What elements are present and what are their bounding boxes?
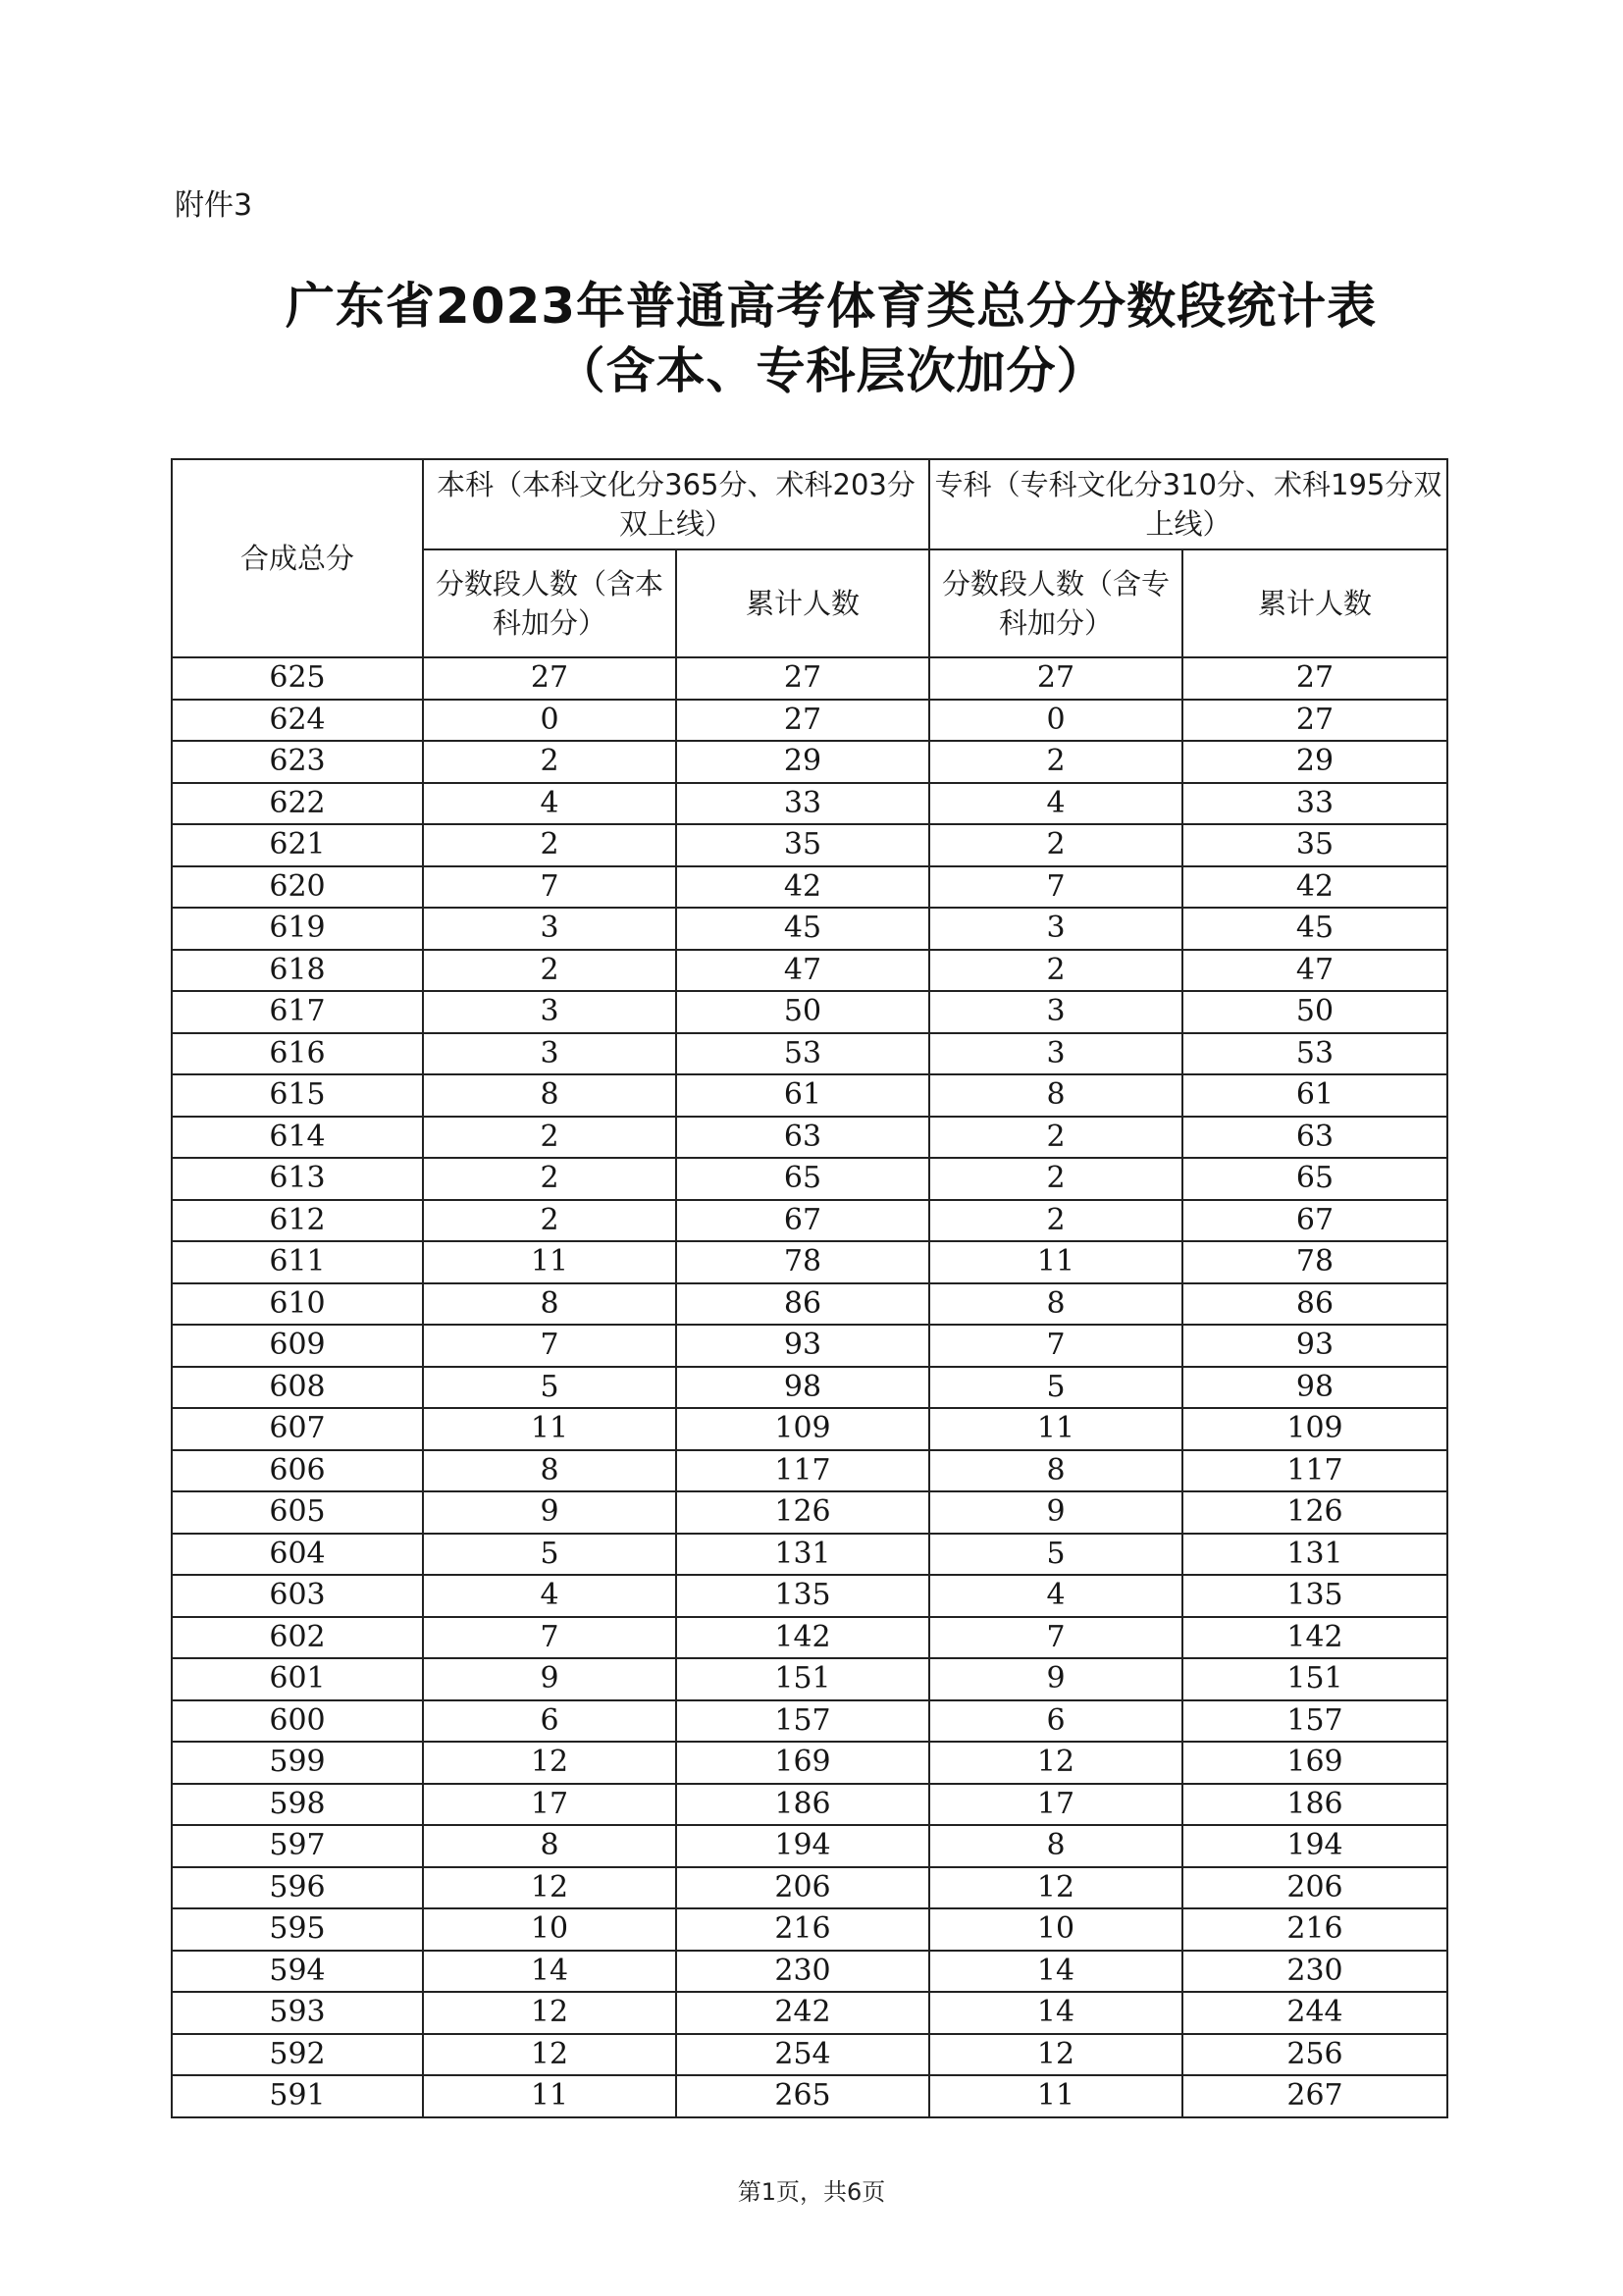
zhuanke-count-cell: 2: [929, 950, 1182, 992]
score-cell: 610: [172, 1283, 423, 1326]
table-row: [172, 1951, 1447, 1993]
table-row: [172, 2075, 1447, 2117]
zhuanke-cumulative-cell: 63: [1182, 1117, 1447, 1159]
table-row: [172, 1534, 1447, 1576]
zhuanke-count-cell: 2: [929, 1117, 1182, 1159]
zhuanke-count-cell: 7: [929, 1617, 1182, 1659]
zhuanke-cumulative-cell: 256: [1182, 2034, 1447, 2076]
page-subtitle: （含本、专科层次加分）: [555, 342, 1107, 399]
zhuanke-count-cell: 12: [929, 2034, 1182, 2076]
benke-count-cell: 7: [423, 1325, 676, 1367]
zhuanke-cumulative-cell: 126: [1182, 1491, 1447, 1534]
zhuanke-count-cell: 5: [929, 1367, 1182, 1409]
zhuanke-cumulative-cell: 45: [1182, 908, 1447, 950]
score-cell: 591: [172, 2075, 423, 2117]
zhuanke-cumulative-cell: 169: [1182, 1742, 1447, 1784]
zhuanke-cumulative-cell: 27: [1182, 700, 1447, 742]
table-row: [172, 1992, 1447, 2034]
zhuanke-count-cell: 12: [929, 1867, 1182, 1909]
zhuanke-count-cell: 0: [929, 700, 1182, 742]
score-cell: 606: [172, 1450, 423, 1492]
score-cell: 624: [172, 700, 423, 742]
zhuanke-count-cell: 5: [929, 1534, 1182, 1576]
benke-cumulative-cell: 67: [676, 1200, 929, 1242]
score-cell: 607: [172, 1408, 423, 1450]
zhuanke-count-cell: 27: [929, 657, 1182, 700]
benke-cumulative-cell: 109: [676, 1408, 929, 1450]
score-cell: 592: [172, 2034, 423, 2076]
header-score: 合成总分: [172, 459, 423, 657]
score-cell: 597: [172, 1825, 423, 1867]
score-cell: 608: [172, 1367, 423, 1409]
zhuanke-count-cell: 8: [929, 1283, 1182, 1326]
zhuanke-cumulative-cell: 29: [1182, 741, 1447, 783]
benke-cumulative-cell: 29: [676, 741, 929, 783]
benke-count-cell: 7: [423, 1617, 676, 1659]
table-row: [172, 741, 1447, 783]
header-group-zhuanke: 专科（专科文化分310分、术科195分双上线）: [929, 459, 1447, 549]
score-cell: 611: [172, 1241, 423, 1283]
score-cell: 601: [172, 1658, 423, 1700]
score-cell: 600: [172, 1700, 423, 1743]
table-row: [172, 1367, 1447, 1409]
benke-cumulative-cell: 265: [676, 2075, 929, 2117]
zhuanke-count-cell: 3: [929, 991, 1182, 1033]
benke-cumulative-cell: 27: [676, 657, 929, 700]
zhuanke-cumulative-cell: 98: [1182, 1367, 1447, 1409]
zhuanke-count-cell: 6: [929, 1700, 1182, 1743]
score-cell: 615: [172, 1074, 423, 1117]
table-row: [172, 1325, 1447, 1367]
zhuanke-cumulative-cell: 65: [1182, 1158, 1447, 1200]
benke-count-cell: 2: [423, 1117, 676, 1159]
zhuanke-cumulative-cell: 206: [1182, 1867, 1447, 1909]
table-body: [172, 657, 1447, 2117]
benke-cumulative-cell: 157: [676, 1700, 929, 1743]
zhuanke-cumulative-cell: 35: [1182, 824, 1447, 866]
benke-count-cell: 12: [423, 1742, 676, 1784]
benke-count-cell: 8: [423, 1825, 676, 1867]
zhuanke-count-cell: 11: [929, 1241, 1182, 1283]
score-cell: 613: [172, 1158, 423, 1200]
score-cell: 625: [172, 657, 423, 700]
zhuanke-count-cell: 7: [929, 1325, 1182, 1367]
zhuanke-cumulative-cell: 93: [1182, 1325, 1447, 1367]
zhuanke-cumulative-cell: 135: [1182, 1575, 1447, 1617]
benke-count-cell: 11: [423, 1408, 676, 1450]
benke-count-cell: 8: [423, 1283, 676, 1326]
benke-cumulative-cell: 151: [676, 1658, 929, 1700]
benke-cumulative-cell: 63: [676, 1117, 929, 1159]
benke-count-cell: 5: [423, 1367, 676, 1409]
table-row: [172, 824, 1447, 866]
table-row: [172, 1908, 1447, 1951]
table-row: [172, 700, 1447, 742]
benke-cumulative-cell: 42: [676, 866, 929, 909]
zhuanke-cumulative-cell: 216: [1182, 1908, 1447, 1951]
benke-count-cell: 8: [423, 1074, 676, 1117]
benke-count-cell: 11: [423, 2075, 676, 2117]
benke-count-cell: 0: [423, 700, 676, 742]
benke-count-cell: 12: [423, 1992, 676, 2034]
table-row: [172, 657, 1447, 700]
score-cell: 593: [172, 1992, 423, 2034]
score-cell: 602: [172, 1617, 423, 1659]
score-cell: 621: [172, 824, 423, 866]
zhuanke-cumulative-cell: 42: [1182, 866, 1447, 909]
score-cell: 620: [172, 866, 423, 909]
table-row: [172, 1074, 1447, 1117]
benke-count-cell: 4: [423, 1575, 676, 1617]
benke-count-cell: 6: [423, 1700, 676, 1743]
table-row: [172, 783, 1447, 825]
zhuanke-count-cell: 17: [929, 1784, 1182, 1826]
table-row: [172, 1158, 1447, 1200]
zhuanke-count-cell: 11: [929, 1408, 1182, 1450]
table-row: [172, 1200, 1447, 1242]
zhuanke-cumulative-cell: 267: [1182, 2075, 1447, 2117]
benke-cumulative-cell: 35: [676, 824, 929, 866]
zhuanke-cumulative-cell: 157: [1182, 1700, 1447, 1743]
benke-cumulative-cell: 186: [676, 1784, 929, 1826]
zhuanke-cumulative-cell: 142: [1182, 1617, 1447, 1659]
zhuanke-cumulative-cell: 230: [1182, 1951, 1447, 1993]
benke-count-cell: 17: [423, 1784, 676, 1826]
score-distribution-table: [171, 458, 1448, 2118]
table-row: [172, 1450, 1447, 1492]
table-row: [172, 1784, 1447, 1826]
zhuanke-count-cell: 14: [929, 1951, 1182, 1993]
benke-cumulative-cell: 131: [676, 1534, 929, 1576]
zhuanke-cumulative-cell: 151: [1182, 1658, 1447, 1700]
zhuanke-count-cell: 2: [929, 1158, 1182, 1200]
table-row: [172, 1491, 1447, 1534]
score-cell: 598: [172, 1784, 423, 1826]
header-benke-count: 分数段人数（含本科加分）: [423, 549, 676, 657]
benke-count-cell: 14: [423, 1951, 676, 1993]
score-cell: 605: [172, 1491, 423, 1534]
table-row: [172, 1867, 1447, 1909]
score-cell: 603: [172, 1575, 423, 1617]
score-cell: 623: [172, 741, 423, 783]
table-row: [172, 908, 1447, 950]
zhuanke-cumulative-cell: 78: [1182, 1241, 1447, 1283]
zhuanke-cumulative-cell: 47: [1182, 950, 1447, 992]
zhuanke-cumulative-cell: 244: [1182, 1992, 1447, 2034]
score-cell: 594: [172, 1951, 423, 1993]
header-zhuanke-count: 分数段人数（含专科加分）: [929, 549, 1182, 657]
zhuanke-count-cell: 8: [929, 1074, 1182, 1117]
benke-cumulative-cell: 254: [676, 2034, 929, 2076]
benke-count-cell: 3: [423, 991, 676, 1033]
table-row: [172, 1742, 1447, 1784]
benke-cumulative-cell: 216: [676, 1908, 929, 1951]
benke-count-cell: 9: [423, 1491, 676, 1534]
benke-cumulative-cell: 53: [676, 1033, 929, 1075]
table-row: [172, 1241, 1447, 1283]
benke-count-cell: 11: [423, 1241, 676, 1283]
page-title: 广东省2023年普通高考体育类总分分数段统计表: [285, 278, 1378, 335]
zhuanke-count-cell: 2: [929, 741, 1182, 783]
score-cell: 622: [172, 783, 423, 825]
benke-cumulative-cell: 142: [676, 1617, 929, 1659]
table-row: [172, 1825, 1447, 1867]
benke-count-cell: 2: [423, 950, 676, 992]
table-row: [172, 991, 1447, 1033]
benke-cumulative-cell: 65: [676, 1158, 929, 1200]
zhuanke-count-cell: 12: [929, 1742, 1182, 1784]
benke-cumulative-cell: 45: [676, 908, 929, 950]
header-group-benke: 本科（本科文化分365分、术科203分双上线）: [423, 459, 929, 549]
table-row: [172, 1283, 1447, 1326]
zhuanke-count-cell: 8: [929, 1450, 1182, 1492]
score-cell: 599: [172, 1742, 423, 1784]
benke-cumulative-cell: 169: [676, 1742, 929, 1784]
score-cell: 612: [172, 1200, 423, 1242]
benke-cumulative-cell: 194: [676, 1825, 929, 1867]
zhuanke-count-cell: 4: [929, 1575, 1182, 1617]
score-cell: 609: [172, 1325, 423, 1367]
benke-count-cell: 2: [423, 1200, 676, 1242]
zhuanke-cumulative-cell: 117: [1182, 1450, 1447, 1492]
zhuanke-count-cell: 2: [929, 824, 1182, 866]
zhuanke-cumulative-cell: 33: [1182, 783, 1447, 825]
benke-cumulative-cell: 47: [676, 950, 929, 992]
zhuanke-cumulative-cell: 186: [1182, 1784, 1447, 1826]
score-cell: 596: [172, 1867, 423, 1909]
zhuanke-cumulative-cell: 61: [1182, 1074, 1447, 1117]
benke-count-cell: 4: [423, 783, 676, 825]
zhuanke-count-cell: 9: [929, 1658, 1182, 1700]
zhuanke-count-cell: 11: [929, 2075, 1182, 2117]
benke-count-cell: 2: [423, 824, 676, 866]
score-cell: 604: [172, 1534, 423, 1576]
zhuanke-cumulative-cell: 131: [1182, 1534, 1447, 1576]
score-cell: 614: [172, 1117, 423, 1159]
benke-count-cell: 27: [423, 657, 676, 700]
benke-cumulative-cell: 27: [676, 700, 929, 742]
score-cell: 617: [172, 991, 423, 1033]
benke-count-cell: 7: [423, 866, 676, 909]
benke-count-cell: 2: [423, 741, 676, 783]
benke-count-cell: 9: [423, 1658, 676, 1700]
zhuanke-cumulative-cell: 109: [1182, 1408, 1447, 1450]
benke-cumulative-cell: 61: [676, 1074, 929, 1117]
header-zhuanke-cumulative: 累计人数: [1182, 549, 1447, 657]
zhuanke-count-cell: 8: [929, 1825, 1182, 1867]
benke-count-cell: 12: [423, 1867, 676, 1909]
zhuanke-cumulative-cell: 27: [1182, 657, 1447, 700]
zhuanke-cumulative-cell: 67: [1182, 1200, 1447, 1242]
zhuanke-count-cell: 2: [929, 1200, 1182, 1242]
benke-count-cell: 12: [423, 2034, 676, 2076]
table-row: [172, 1408, 1447, 1450]
header-benke-cumulative: 累计人数: [676, 549, 929, 657]
score-cell: 618: [172, 950, 423, 992]
table-row: [172, 866, 1447, 909]
score-cell: 595: [172, 1908, 423, 1951]
benke-count-cell: 10: [423, 1908, 676, 1951]
table-row: [172, 950, 1447, 992]
benke-count-cell: 8: [423, 1450, 676, 1492]
table-row: [172, 1700, 1447, 1743]
zhuanke-count-cell: 7: [929, 866, 1182, 909]
attachment-label: 附件3: [175, 188, 253, 223]
table-row: [172, 2034, 1447, 2076]
zhuanke-cumulative-cell: 50: [1182, 991, 1447, 1033]
table-row: [172, 1658, 1447, 1700]
benke-cumulative-cell: 242: [676, 1992, 929, 2034]
benke-cumulative-cell: 230: [676, 1951, 929, 1993]
benke-count-cell: 3: [423, 908, 676, 950]
benke-cumulative-cell: 50: [676, 991, 929, 1033]
benke-count-cell: 5: [423, 1534, 676, 1576]
zhuanke-count-cell: 10: [929, 1908, 1182, 1951]
zhuanke-count-cell: 3: [929, 908, 1182, 950]
benke-count-cell: 3: [423, 1033, 676, 1075]
table-header: [172, 459, 1447, 657]
zhuanke-count-cell: 4: [929, 783, 1182, 825]
score-cell: 616: [172, 1033, 423, 1075]
score-cell: 619: [172, 908, 423, 950]
benke-cumulative-cell: 93: [676, 1325, 929, 1367]
zhuanke-cumulative-cell: 194: [1182, 1825, 1447, 1867]
zhuanke-count-cell: 3: [929, 1033, 1182, 1075]
benke-cumulative-cell: 206: [676, 1867, 929, 1909]
table-row: [172, 1617, 1447, 1659]
zhuanke-cumulative-cell: 53: [1182, 1033, 1447, 1075]
table-row: [172, 1033, 1447, 1075]
benke-cumulative-cell: 78: [676, 1241, 929, 1283]
table-row: [172, 1117, 1447, 1159]
zhuanke-cumulative-cell: 86: [1182, 1283, 1447, 1326]
benke-cumulative-cell: 98: [676, 1367, 929, 1409]
table-row: [172, 1575, 1447, 1617]
zhuanke-count-cell: 14: [929, 1992, 1182, 2034]
benke-count-cell: 2: [423, 1158, 676, 1200]
page-footer: 第1页，共6页: [737, 2178, 886, 2206]
benke-cumulative-cell: 117: [676, 1450, 929, 1492]
zhuanke-count-cell: 9: [929, 1491, 1182, 1534]
benke-cumulative-cell: 86: [676, 1283, 929, 1326]
benke-cumulative-cell: 126: [676, 1491, 929, 1534]
benke-cumulative-cell: 33: [676, 783, 929, 825]
benke-cumulative-cell: 135: [676, 1575, 929, 1617]
